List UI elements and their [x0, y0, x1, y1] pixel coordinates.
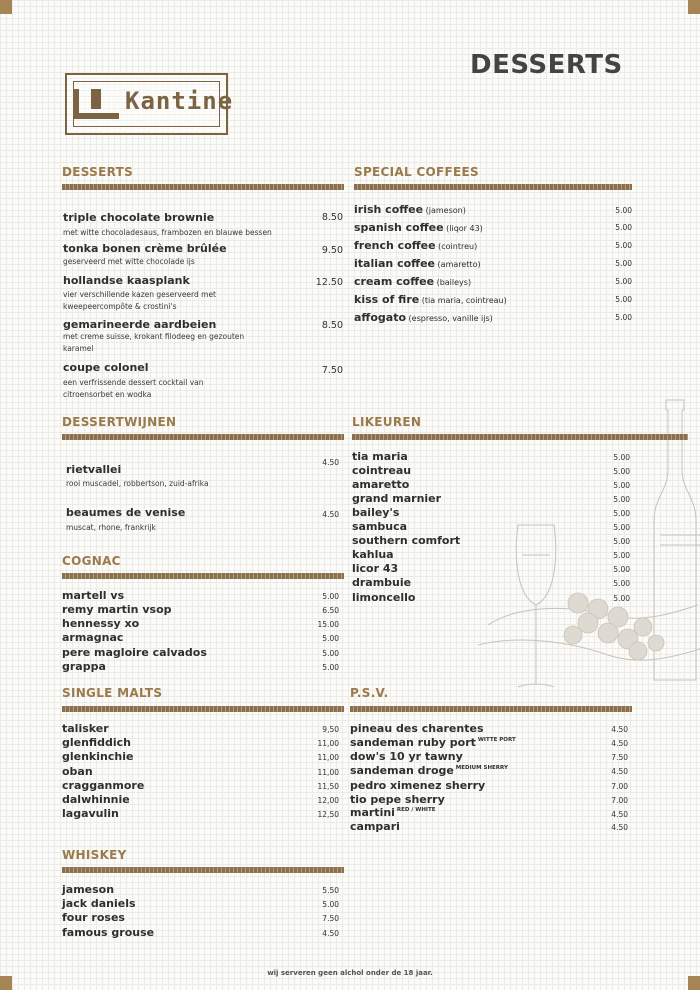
coffee-item-price: 5.00 — [615, 295, 632, 304]
malt-item-name: oban — [62, 765, 93, 778]
section-divider — [62, 706, 344, 712]
coffee-name: irish coffee — [354, 203, 424, 216]
coffee-item-price: 5.00 — [615, 241, 632, 250]
dessert-item-description: vier verschillende kazen geserveerd met kweepeercompôte & crostini's — [63, 290, 217, 311]
coffee-item-price: 5.00 — [615, 277, 632, 286]
wine-item-description: rooi muscadel, robbertson, zuid-afrika — [66, 479, 209, 488]
coffee-detail: (baileys) — [434, 278, 472, 287]
whiskey-item-price: 4.50 — [322, 929, 339, 938]
psv-name: sandeman ruby port — [350, 736, 476, 749]
logo-text: Kantine — [125, 87, 234, 115]
wine-item-price: 4.50 — [322, 458, 339, 467]
section-title-dessertwijnen: DESSERTWIJNEN — [62, 415, 177, 429]
psv-note: MEDIUM SHERRY — [453, 765, 508, 771]
psv-item-price: 4.50 — [611, 739, 628, 748]
section-divider — [62, 184, 344, 190]
malt-item-name: glenkinchie — [62, 750, 134, 763]
coffee-item-name — [354, 311, 493, 324]
dessert-item-description: met witte chocoladesaus, frambozen en blauwe bessen — [63, 228, 272, 237]
psv-item-price: 7.50 — [611, 753, 628, 762]
likeur-item-name: southern comfort — [352, 534, 461, 547]
section-divider — [354, 184, 632, 190]
cognac-item-price: 5.00 — [322, 634, 339, 643]
dessert-item-name: tonka bonen crème brûlée — [63, 242, 227, 255]
likeur-item-name: tia maria — [352, 450, 408, 463]
malt-item-name: glenfiddich — [62, 736, 131, 749]
coffee-item-name — [354, 221, 483, 234]
dessert-item-name: hollandse kaasplank — [63, 274, 190, 287]
likeur-item-price: 5.00 — [613, 481, 630, 490]
coffee-name: french coffee — [354, 239, 436, 252]
psv-item-price: 7.00 — [611, 796, 628, 805]
section-divider — [352, 434, 688, 440]
coffee-name: kiss of fire — [354, 293, 420, 306]
whiskey-item-price: 5.50 — [322, 886, 339, 895]
malt-item-price: 11,00 — [317, 739, 339, 748]
kantine-logo — [65, 73, 234, 135]
likeur-item-name: limoncello — [352, 591, 416, 604]
coffee-item-price: 5.00 — [615, 259, 632, 268]
malt-item-price: 9,50 — [322, 725, 339, 734]
cognac-item-price: 15.00 — [317, 620, 339, 629]
dessert-item-description: met creme suisse, krokant filodeeg en gezouten karamel — [63, 332, 245, 353]
coffee-name: spanish coffee — [354, 221, 444, 234]
malt-item-price: 12,00 — [317, 796, 339, 805]
likeur-item-price: 5.00 — [613, 594, 630, 603]
corner-mark — [0, 976, 12, 990]
dessert-item-name: coupe colonel — [63, 361, 149, 374]
coffee-detail: (amaretto) — [435, 260, 481, 269]
psv-item-price: 4.50 — [611, 725, 628, 734]
page-title: DESSERTS — [470, 50, 623, 80]
psv-item-price: 4.50 — [611, 767, 628, 776]
corner-mark — [688, 0, 700, 14]
psv-name: tio pepe sherry — [350, 793, 445, 806]
coffee-detail: (liqor 43) — [443, 224, 483, 233]
psv-item-price: 4.50 — [611, 810, 628, 819]
coffee-detail: (jameson) — [423, 206, 466, 215]
coffee-detail: (espresso, vanille ijs) — [406, 314, 493, 323]
wine-bottle-illustration — [478, 395, 700, 715]
coffee-name: italian coffee — [354, 257, 435, 270]
dessert-item-description: een verfrissende dessert cocktail van citroensorbet en wodka — [63, 378, 204, 399]
psv-item-name — [350, 793, 445, 806]
cognac-item-name: grappa — [62, 660, 106, 673]
psv-name: pedro ximenez sherry — [350, 779, 486, 792]
section-title-special-coffees: SPECIAL COFFEES — [354, 165, 479, 179]
section-title-cognac: COGNAC — [62, 554, 121, 568]
corner-mark — [688, 976, 700, 990]
dessert-item-price: 8.50 — [321, 212, 343, 223]
psv-note: WITTE PORT — [475, 737, 516, 743]
coffee-item-name — [354, 293, 507, 306]
dessert-item-name: triple chocolate brownie — [63, 211, 215, 224]
footer-note: wij serveren geen alchol onder de 18 jaar. — [267, 969, 433, 977]
coffee-name: cream coffee — [354, 275, 435, 288]
section-title-whiskey: WHISKEY — [62, 848, 127, 862]
section-title-single-malts: SINGLE MALTS — [62, 686, 163, 700]
coffee-detail: (tia maria, cointreau) — [419, 296, 507, 305]
psv-item-name — [350, 722, 484, 735]
whiskey-item-name: jameson — [62, 883, 115, 896]
section-title-likeuren: LIKEUREN — [352, 415, 422, 429]
section-title-psv: P.S.V. — [350, 686, 389, 700]
psv-name: martini — [350, 806, 395, 819]
dessert-item-price: 7.50 — [321, 365, 343, 376]
section-divider — [62, 867, 344, 873]
logo-mark-bar — [91, 89, 101, 109]
likeur-item-price: 5.00 — [613, 495, 630, 504]
malt-item-name: dalwhinnie — [62, 793, 130, 806]
psv-item-price: 4.50 — [611, 823, 628, 832]
cognac-item-name: martell vs — [62, 589, 125, 602]
wine-item-name: rietvallei — [66, 463, 122, 476]
whiskey-item-price: 5.00 — [322, 900, 339, 909]
malt-item-price: 11,00 — [317, 753, 339, 762]
cognac-item-name: remy martin vsop — [62, 603, 172, 616]
coffee-item-price: 5.00 — [615, 223, 632, 232]
likeur-item-name: licor 43 — [352, 562, 399, 575]
dessert-item-name: gemarineerde aardbeien — [63, 318, 217, 331]
psv-item-name — [350, 779, 485, 792]
whiskey-item-name: famous grouse — [62, 926, 155, 939]
likeur-item-name: sambuca — [352, 520, 408, 533]
likeur-item-name: grand marnier — [352, 492, 442, 505]
malt-item-price: 11,00 — [317, 768, 339, 777]
psv-item-name — [350, 736, 516, 749]
psv-item-name — [350, 764, 508, 777]
coffee-item-name — [354, 239, 477, 252]
corner-mark — [0, 0, 12, 14]
coffee-item-name — [354, 203, 466, 216]
coffee-detail: (cointreu) — [435, 242, 478, 251]
coffee-item-price: 5.00 — [615, 206, 632, 215]
wine-item-name: beaumes de venise — [66, 506, 186, 519]
dessert-item-price: 12.50 — [315, 277, 343, 288]
cognac-item-name: hennessy xo — [62, 617, 140, 630]
likeur-item-price: 5.00 — [613, 551, 630, 560]
likeur-item-price: 5.00 — [613, 565, 630, 574]
section-divider — [62, 573, 344, 579]
psv-name: sandeman droge — [350, 764, 454, 777]
coffee-name: affogato — [354, 311, 407, 324]
likeur-item-price: 5.00 — [613, 453, 630, 462]
likeur-item-price: 5.00 — [613, 579, 630, 588]
psv-item-price: 7.00 — [611, 782, 628, 791]
whiskey-item-price: 7.50 — [322, 914, 339, 923]
likeur-item-name: amaretto — [352, 478, 410, 491]
psv-name: dow's 10 yr tawny — [350, 750, 463, 763]
malt-item-name: lagavulin — [62, 807, 119, 820]
cognac-item-name: pere magloire calvados — [62, 646, 207, 659]
section-divider — [62, 434, 344, 440]
psv-note: RED / WHITE — [394, 807, 436, 813]
whiskey-item-name: four roses — [62, 911, 125, 924]
cognac-item-price: 5.00 — [322, 663, 339, 672]
coffee-item-name — [354, 275, 471, 288]
section-title-desserts: DESSERTS — [62, 165, 134, 179]
section-divider — [350, 706, 632, 712]
cognac-item-name: armagnac — [62, 631, 124, 644]
likeur-item-price: 5.00 — [613, 467, 630, 476]
whiskey-item-name: jack daniels — [62, 897, 136, 910]
dessert-item-price: 9.50 — [321, 245, 343, 256]
coffee-item-price: 5.00 — [615, 313, 632, 322]
likeur-item-name: bailey's — [352, 506, 400, 519]
dessert-item-price: 8.50 — [321, 320, 343, 331]
cognac-item-price: 5.00 — [322, 649, 339, 658]
psv-item-name — [350, 820, 400, 833]
coffee-item-name — [354, 257, 481, 270]
likeur-item-price: 5.00 — [613, 523, 630, 532]
cognac-item-price: 5.00 — [322, 592, 339, 601]
psv-name: campari — [350, 820, 400, 833]
wine-item-price: 4.50 — [322, 510, 339, 519]
malt-item-price: 12,50 — [317, 810, 339, 819]
psv-name: pineau des charentes — [350, 722, 484, 735]
psv-item-name — [350, 806, 436, 819]
malt-item-name: talisker — [62, 722, 109, 735]
likeur-item-name: drambuie — [352, 576, 412, 589]
malt-item-price: 11,50 — [317, 782, 339, 791]
wine-item-description: muscat, rhone, frankrijk — [66, 523, 156, 532]
psv-item-name — [350, 750, 463, 763]
likeur-item-price: 5.00 — [613, 537, 630, 546]
likeur-item-name: cointreau — [352, 464, 412, 477]
likeur-item-name: kahlua — [352, 548, 394, 561]
malt-item-name: cragganmore — [62, 779, 145, 792]
cognac-item-price: 6.50 — [322, 606, 339, 615]
likeur-item-price: 5.00 — [613, 509, 630, 518]
dessert-item-description: geserveerd met witte chocolade ijs — [63, 257, 195, 266]
